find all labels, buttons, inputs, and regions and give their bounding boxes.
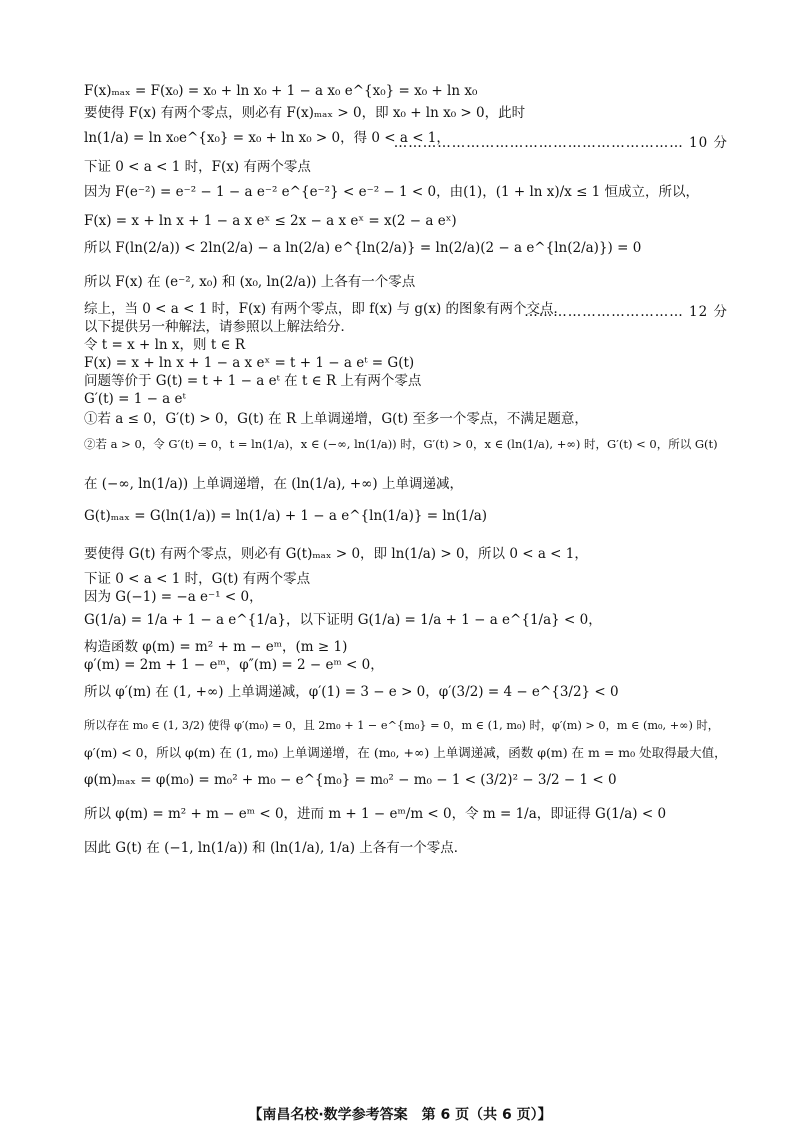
text-line: G(1/a) = 1/a + 1 − a e^{1/a}，以下证明 G(1/a) = 1/a + 1 − a e^{1/a} < 0， <box>84 612 602 628</box>
text-line: ln(1/a) = ln x₀e^{x₀} = x₀ + ln x₀ > 0，得 0 < a < 1， <box>84 130 450 146</box>
text-line: 构造函数 φ(m) = m² + m − eᵐ，(m ≥ 1) <box>84 639 348 655</box>
text-line: 令 t = x + ln x，则 t ∈ R <box>84 337 245 353</box>
text-line: 以下提供另一种解法，请参照以上解法给分． <box>84 319 354 335</box>
text-line: 所以 F(ln(2/a)) < 2ln(2/a) − a ln(2/a) e^{ln(2/a)} = ln(2/a)(2 − a e^{ln(2/a)}) = 0 <box>84 240 642 256</box>
text-line: ②若 a > 0，令 G′(t) = 0，t = ln(1/a)，x ∈ (−∞, ln(1/a)) 时，G′(t) > 0，x ∈ (ln(1/a), +∞) 时，G′(t) < 0，所以 G(t) <box>84 437 718 451</box>
text-line: 因为 F(e⁻²) = e⁻² − 1 − a e⁻² e^{e⁻²} < e⁻² − 1 < 0，由(1)，(1 + ln x)/x ≤ 1 恒成立，所以， <box>84 184 700 200</box>
text-line: 因此 G(t) 在 (−1, ln(1/a)) 和 (ln(1/a), 1/a) 上各有一个零点． <box>84 840 468 856</box>
text-line: φ(m)ₘₐₓ = φ(m₀) = m₀² + m₀ − e^{m₀} = m₀² − m₀ − 1 < (3/2)² − 3/2 − 1 < 0 <box>84 772 617 788</box>
text-line: φ′(m) < 0，所以 φ(m) 在 (1, m₀) 上单调递增，在 (m₀, +∞) 上单调递减，函数 φ(m) 在 m = m₀ 处取得最大值， <box>84 745 727 760</box>
page-footer: 【南昌名校·数学参考答案 第 6 页（共 6 页）】 <box>248 1107 552 1123</box>
text-line: F(x) = x + ln x + 1 − a x eˣ ≤ 2x − a x eˣ = x(2 − a eˣ) <box>84 213 457 229</box>
text-line: φ′(m) = 2m + 1 − eᵐ，φ″(m) = 2 − eᵐ < 0， <box>84 657 384 673</box>
text-line: 所以 φ′(m) 在 (1, +∞) 上单调递减，φ′(1) = 3 − e > 0，φ′(3/2) = 4 − e^{3/2} < 0 <box>84 684 619 700</box>
text-line: F(x) = x + ln x + 1 − a x eˣ = t + 1 − a eᵗ = G(t) <box>84 355 415 371</box>
text-line: 在 (−∞, ln(1/a)) 上单调递增，在 (ln(1/a), +∞) 上单调递减， <box>84 476 463 492</box>
score-10-points: …………………………………………………… 10 分 <box>393 135 728 151</box>
text-line: 因为 G(−1) = −a e⁻¹ < 0， <box>84 589 263 605</box>
text-line: 下证 0 < a < 1 时，F(x) 有两个零点 <box>84 159 311 175</box>
text-line: ①若 a ≤ 0，G′(t) > 0，G(t) 在 R 上单调递增，G(t) 至多一个零点，不满足题意， <box>84 411 588 427</box>
text-line: 所以存在 m₀ ∈ (1, 3/2) 使得 φ′(m₀) = 0，且 2m₀ + 1 − e^{m₀} = 0，m ∈ (1, m₀) 时，φ′(m) > 0，m ∈ (m₀, +∞) 时， <box>84 719 719 732</box>
text-line: 所以 φ(m) = m² + m − eᵐ < 0，进而 m + 1 − eᵐ/m < 0，令 m = 1/a，即证得 G(1/a) < 0 <box>84 806 667 822</box>
text-line: 所以 F(x) 在 (e⁻², x₀) 和 (x₀, ln(2/a)) 上各有一个零点 <box>84 274 416 290</box>
text-line: F(x)ₘₐₓ = F(x₀) = x₀ + ln x₀ + 1 − a x₀ e^{x₀} = x₀ + ln x₀ <box>84 83 478 99</box>
text-line: G′(t) = 1 − a eᵗ <box>84 391 186 407</box>
score-12-points: …………………………… 12 分 <box>524 304 728 320</box>
text-line: 问题等价于 G(t) = t + 1 − a eᵗ 在 t ∈ R 上有两个零点 <box>84 373 422 389</box>
text-line: G(t)ₘₐₓ = G(ln(1/a)) = ln(1/a) + 1 − a e^{ln(1/a)} = ln(1/a) <box>84 508 488 524</box>
text-line: 要使得 F(x) 有两个零点，则必有 F(x)ₘₐₓ > 0，即 x₀ + ln x₀ > 0，此时 <box>84 105 526 121</box>
text-line: 下证 0 < a < 1 时，G(t) 有两个零点 <box>84 571 311 587</box>
text-line: 综上，当 0 < a < 1 时，F(x) 有两个零点，即 f(x) 与 g(x) 的图象有两个交点． <box>84 301 568 317</box>
text-line: 要使得 G(t) 有两个零点，则必有 G(t)ₘₐₓ > 0，即 ln(1/a) > 0，所以 0 < a < 1， <box>84 546 588 562</box>
